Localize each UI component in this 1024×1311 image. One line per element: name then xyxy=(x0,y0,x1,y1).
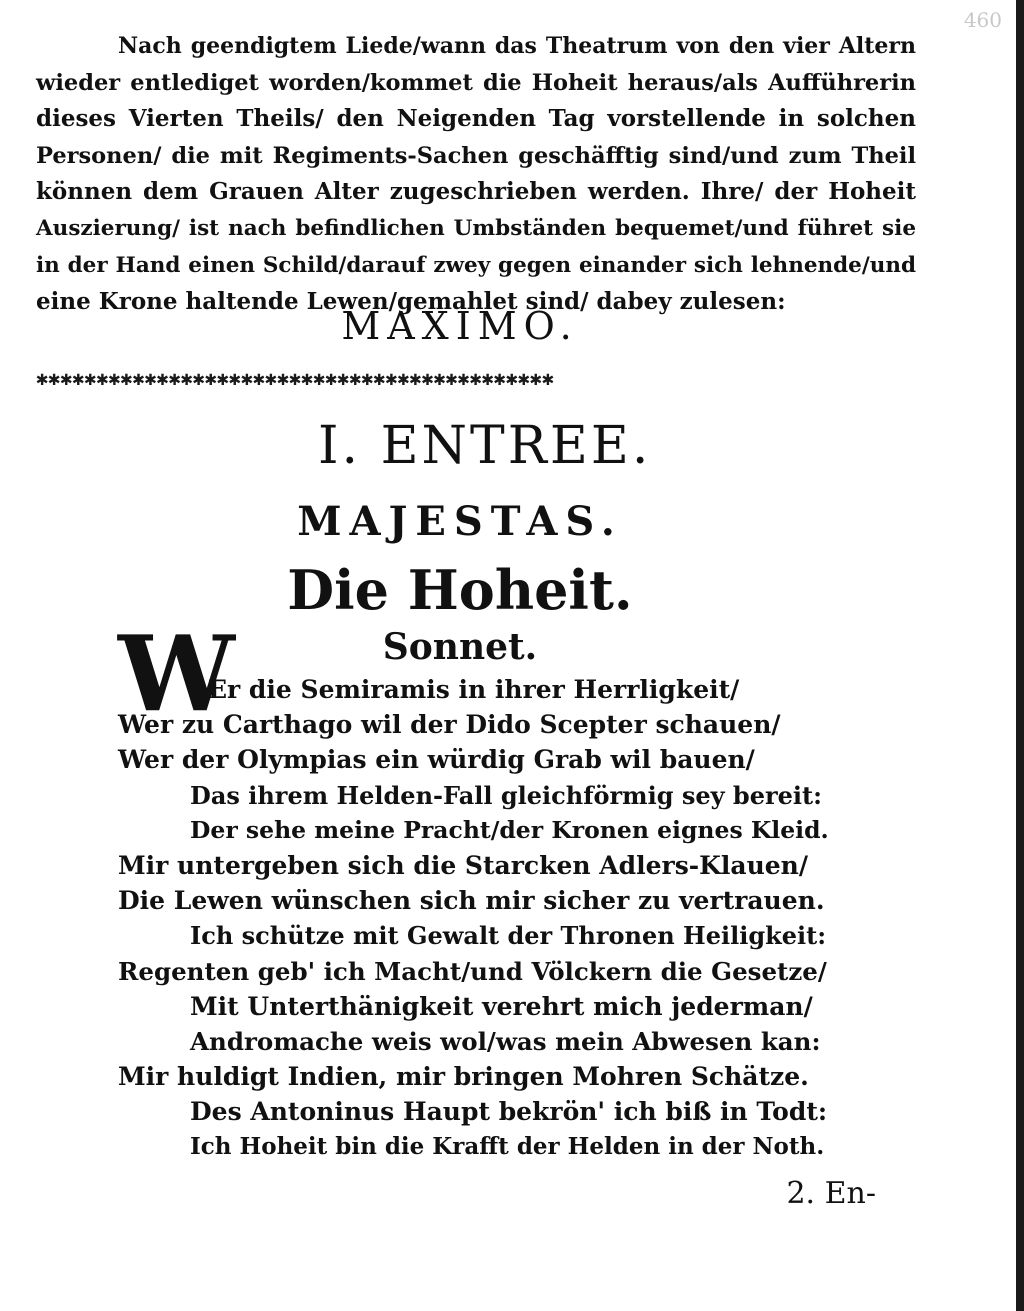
character-name-latin: MAJESTAS. xyxy=(297,498,623,545)
intro-line: in der Hand einen Schild/darauf zwey gegen einander sich lehnende/und xyxy=(36,252,916,278)
poem-line: Die Lewen wünschen sich mir sicher zu vertrauen. xyxy=(118,886,825,916)
poem-line: Des Antoninus Haupt bekrön' ich biß in Todt: xyxy=(190,1097,828,1127)
intro-line: Personen/ die mit Regiments-Sachen geschäfftig sind/und zum Theil xyxy=(36,142,916,169)
poem-form-heading: Sonnet. xyxy=(382,626,538,668)
intro-line: können dem Grauen Alter zugeschrieben werden. Ihre/ der Hoheit xyxy=(36,178,916,206)
poem-line: Das ihrem Helden-Fall gleichförmig sey bereit: xyxy=(190,780,822,810)
catchword: 2. En- xyxy=(786,1176,876,1211)
poem-line: Mit Unterthänigkeit verehrt mich jederman/ xyxy=(190,991,813,1021)
drop-cap-initial: W xyxy=(118,612,235,735)
section-title: I. ENTREE. xyxy=(318,416,652,476)
poem-line: Der sehe meine Pracht/der Kronen eignes Kleid. xyxy=(190,815,829,844)
poem-line: Er die Semiramis in ihrer Herrligkeit/ xyxy=(208,675,740,704)
shield-motto: MAXIMO. xyxy=(341,304,579,348)
sonnet xyxy=(0,672,1024,1165)
intro-line: wieder entlediget worden/kommet die Hoheit heraus/als Aufführerin xyxy=(36,69,916,96)
page-number: 460 xyxy=(963,8,1002,32)
intro-line: dieses Vierten Theils/ den Neigenden Tag vorstellende in solchen xyxy=(36,105,916,133)
poem-line: Andromache weis wol/was mein Abwesen kan: xyxy=(190,1026,821,1056)
poem-line: Mir untergeben sich die Starcken Adlers-Klauen/ xyxy=(118,850,808,880)
intro-line: Auszierung/ ist nach befindlichen Umbständen bequemet/und führet sie xyxy=(36,215,916,241)
ornamental-divider: ✱✱✱✱✱✱✱✱✱✱✱✱✱✱✱✱✱✱✱✱✱✱✱✱✱✱✱✱✱✱✱✱✱✱✱✱✱✱✱✱✱✱✱ xyxy=(36,366,554,390)
intro-line: eine Krone haltende Lewen/gemahlet sind/ dabey zulesen: xyxy=(36,288,786,316)
intro-line: Nach geendigtem Liede/wann das Theatrum von den vier Altern xyxy=(118,33,916,59)
poem-line: Wer der Olympias ein würdig Grab wil bauen/ xyxy=(118,745,755,775)
poem-line: Ich schütze mit Gewalt der Thronen Heiligkeit: xyxy=(190,921,827,951)
poem-line: Mir huldigt Indien, mir bringen Mohren Schätze. xyxy=(118,1062,809,1092)
poem-line: Wer zu Carthago wil der Dido Scepter schauen/ xyxy=(118,710,781,740)
intro-paragraph xyxy=(36,28,916,321)
poem-line: Ich Hoheit bin die Krafft der Helden in der Noth. xyxy=(190,1133,825,1161)
poem-line: Regenten geb' ich Macht/und Völckern die Gesetze/ xyxy=(118,956,827,986)
character-name-german: Die Hoheit. xyxy=(287,558,633,622)
